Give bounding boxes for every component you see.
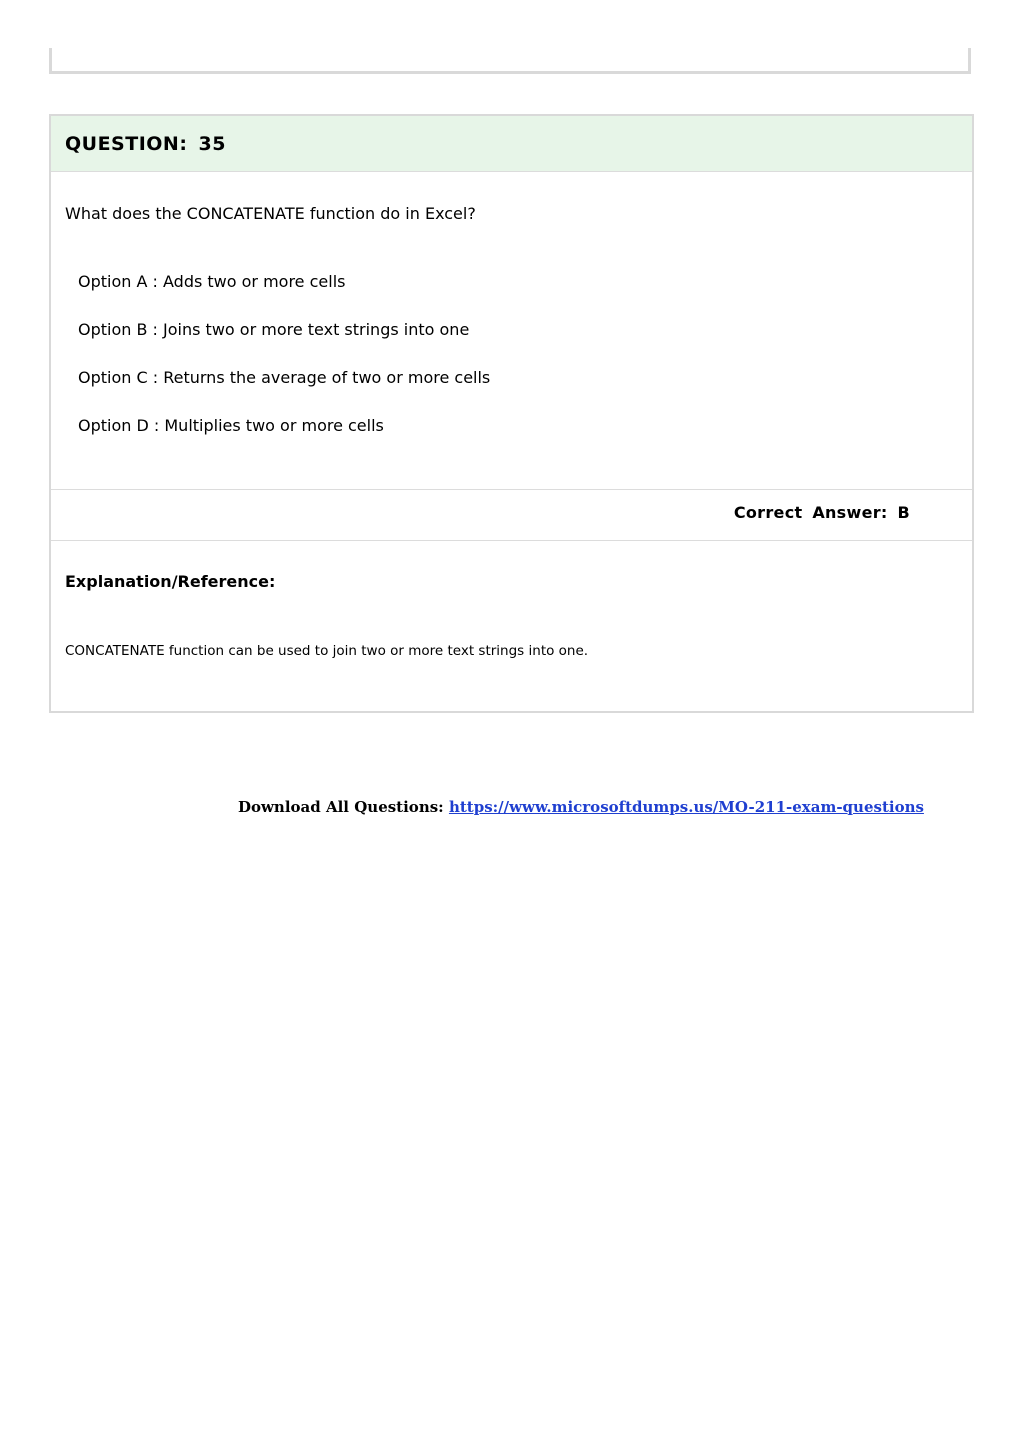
- download-link[interactable]: https://www.microsoftdumps.us/MO-211-exam-questions: [448, 798, 924, 816]
- explanation-title: Explanation/Reference:: [65, 572, 276, 591]
- previous-question-box-end: [49, 48, 971, 74]
- download-label: Download All Questions:: [238, 798, 444, 816]
- question-text: What does the CONCATENATE function do in Excel?: [65, 204, 476, 223]
- option-c: Option C : Returns the average of two or more cells: [78, 368, 491, 387]
- answer-divider-bottom: [51, 540, 972, 541]
- correct-answer: Correct Answer: B: [733, 503, 910, 522]
- question-header: [51, 116, 972, 172]
- option-d: Option D : Multiplies two or more cells: [78, 416, 384, 435]
- explanation-text: CONCATENATE function can be used to join two or more text strings into one.: [65, 643, 589, 659]
- question-number: QUESTION: 35: [65, 132, 226, 155]
- download-footer: [238, 798, 924, 816]
- answer-divider-top: [51, 489, 972, 490]
- question-card: [49, 114, 974, 713]
- option-a: Option A : Adds two or more cells: [78, 272, 346, 291]
- option-b: Option B : Joins two or more text strings into one: [78, 320, 470, 339]
